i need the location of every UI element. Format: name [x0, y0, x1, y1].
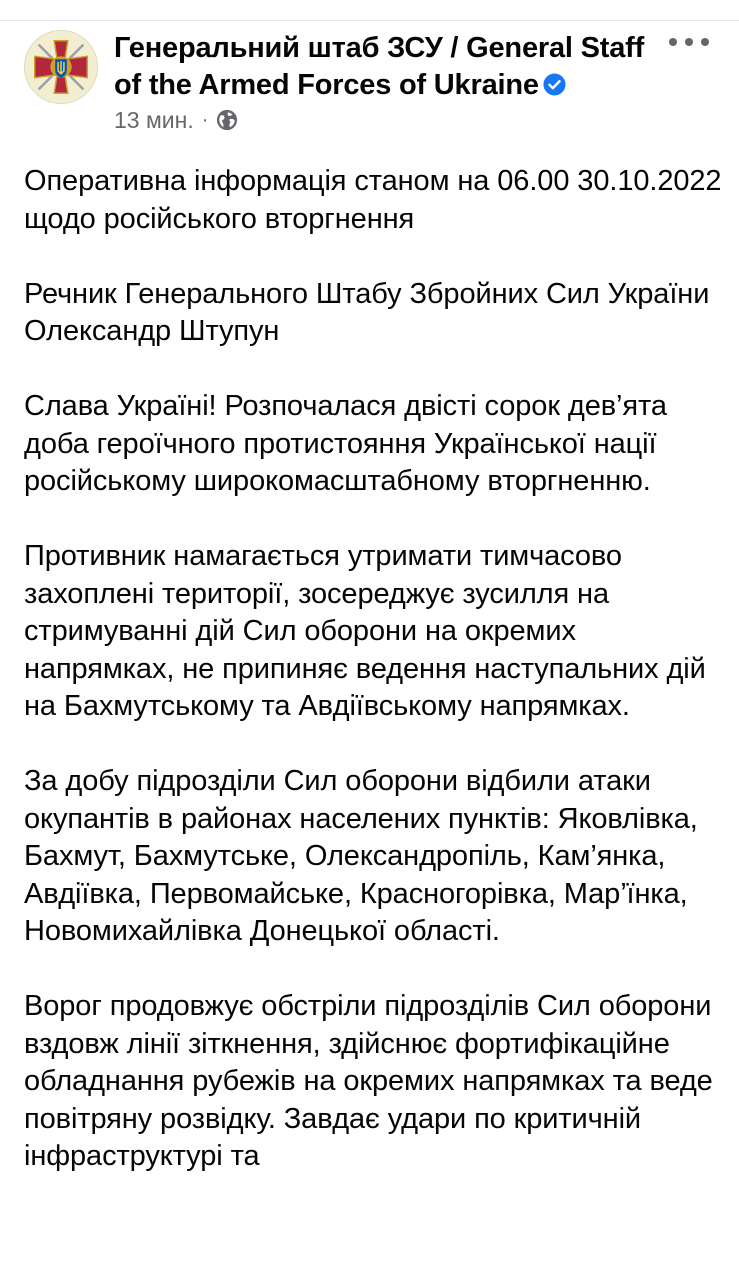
- more-options-dot: [701, 38, 709, 46]
- post-paragraph: Ворог продовжує обстріли підрозділів Сил оборони вздовж лінії зіткнення, здійснює фортифікаційне обладнання рубежів на окремих напрямках та веде повітряну розвідку. Завдає удари по критичній інфраструктурі та: [24, 990, 713, 1172]
- post-paragraph: Оперативна інформація станом на 06.00 30.10.2022 щодо російського вторгнення: [24, 165, 722, 235]
- top-divider: [0, 20, 739, 21]
- globe-icon[interactable]: [216, 109, 238, 131]
- post-author-text[interactable]: Генеральний штаб ЗСУ / General Staff of the Armed Forces of Ukraine: [114, 32, 645, 101]
- post-author-name[interactable]: [114, 30, 654, 104]
- post-paragraph: Речник Генерального Штабу Збройних Сил України Олександр Штупун: [24, 277, 710, 347]
- post-paragraph: Слава Україні! Розпочалася двісті сорок дев’ята доба героїчного протистояння Української нації російському широкомасштабному вторгненню.: [24, 390, 667, 497]
- page-avatar[interactable]: [24, 30, 98, 104]
- post-meta: [114, 105, 238, 135]
- post-paragraph: Противник намагається утримати тимчасово захоплені території, зосереджує зусилля на стримуванні дій Сил оборони на окремих напрямках, не припиняє ведення наступальних дій на Бахмутському та Авдіївському напрямках.: [24, 540, 706, 722]
- meta-separator: ·: [201, 108, 209, 131]
- verified-badge-icon: [543, 73, 566, 96]
- more-options-dot: [685, 38, 693, 46]
- post-paragraph: За добу підрозділи Сил оборони відбили атаки окупантів в районах населених пунктів: Яковлівка, Бахмут, Бахмутське, Олександропіль, Кам’янка, Авдіївка, Первомайське, Красногорівка, Мар’їнка, Новомихайлівка Донецької області.: [24, 765, 698, 947]
- post-body: [24, 163, 724, 1213]
- general-staff-emblem-icon: [25, 31, 97, 103]
- post-timestamp[interactable]: 13 мин.: [114, 106, 194, 133]
- more-options-button[interactable]: [669, 28, 709, 56]
- more-options-dot: [669, 38, 677, 46]
